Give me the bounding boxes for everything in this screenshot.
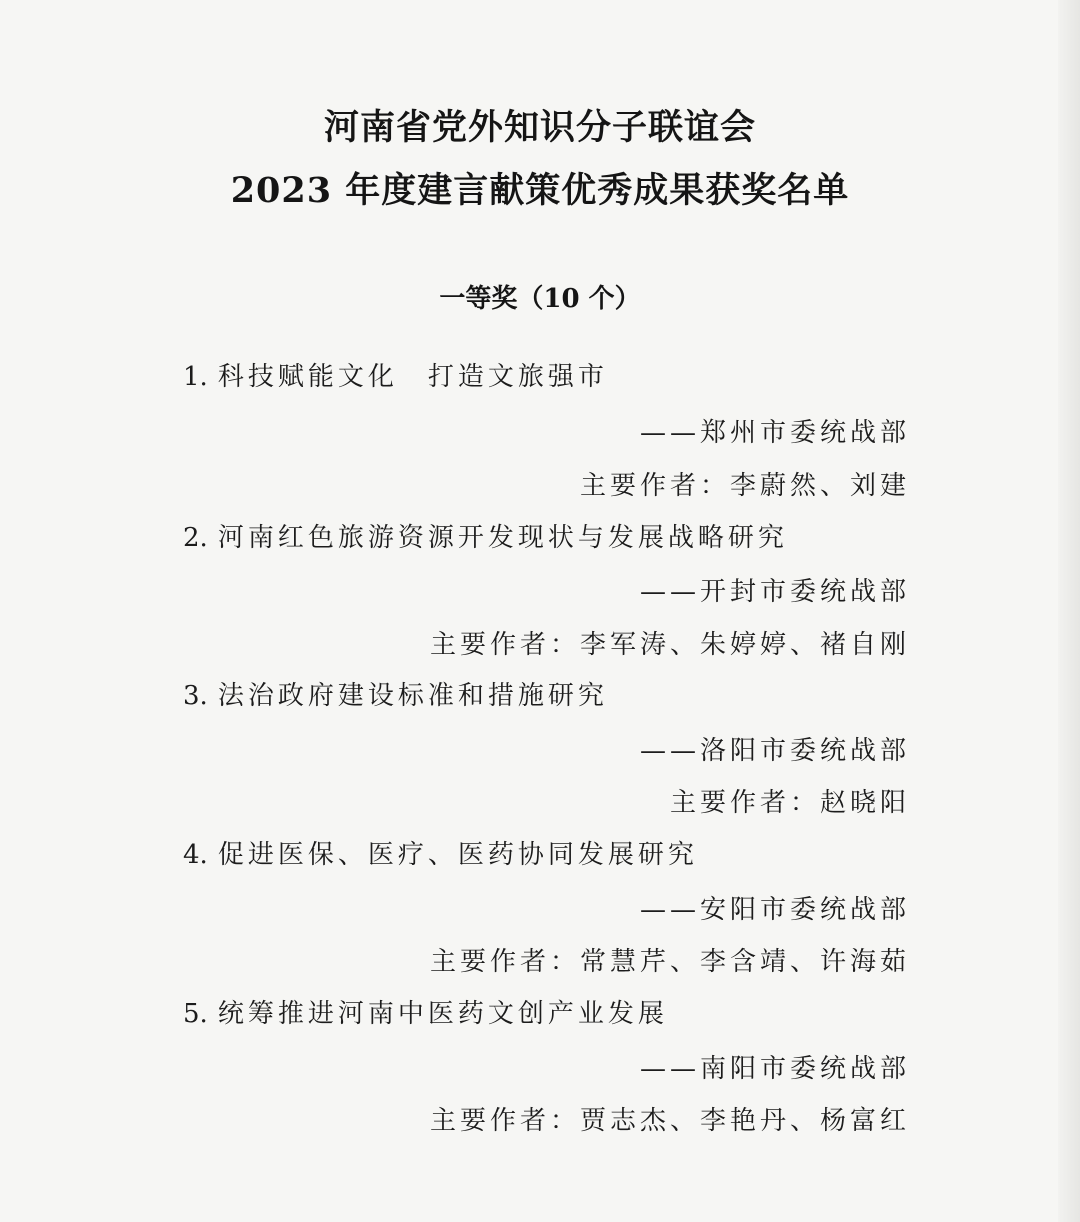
- entry-department: ——洛阳市委统战部: [639, 736, 910, 766]
- entry-title: [183, 997, 668, 1031]
- entry-authors: 主要作者：常慧芹、李含靖、许海茹: [429, 947, 910, 977]
- entry-title-text: 统筹推进河南中医药文创产业发展: [217, 999, 668, 1029]
- document-title-line2: 2023 年度建言献策优秀成果获奖名单: [230, 170, 850, 211]
- entry-department: ——郑州市委统战部: [639, 418, 910, 448]
- entry-title: [183, 838, 698, 872]
- entry-department: ——开封市委统战部: [639, 577, 910, 607]
- entry-title-text: 科技赋能文化 打造文旅强市: [217, 362, 608, 392]
- prize-heading: 一等奖（10 个）: [439, 284, 641, 314]
- entry-authors: 主要作者：赵晓阳: [669, 788, 910, 818]
- entry-authors: 主要作者：李军涛、朱婷婷、褚自刚: [429, 630, 910, 660]
- entry-department: ——南阳市委统战部: [639, 1054, 910, 1084]
- entry-number: 2.: [183, 523, 208, 553]
- entry-department: ——安阳市委统战部: [639, 895, 910, 925]
- entry-number: 1.: [183, 362, 208, 392]
- entry-authors: 主要作者：贾志杰、李艳丹、杨富红: [429, 1106, 910, 1136]
- entry-title-text: 促进医保、医疗、医药协同发展研究: [217, 840, 698, 870]
- entry-number: 3.: [183, 681, 208, 711]
- document-title-line1: 河南省党外知识分子联谊会: [323, 107, 756, 148]
- entry-number: 5.: [183, 999, 208, 1029]
- entry-title: [183, 521, 788, 555]
- entry-title: [183, 360, 608, 394]
- entry-number: 4.: [183, 840, 208, 870]
- entry-title: [183, 679, 608, 713]
- entry-title-text: 法治政府建设标准和措施研究: [217, 681, 608, 711]
- entry-authors: 主要作者：李蔚然、刘建: [579, 471, 910, 501]
- entry-title-text: 河南红色旅游资源开发现状与发展战略研究: [217, 523, 788, 553]
